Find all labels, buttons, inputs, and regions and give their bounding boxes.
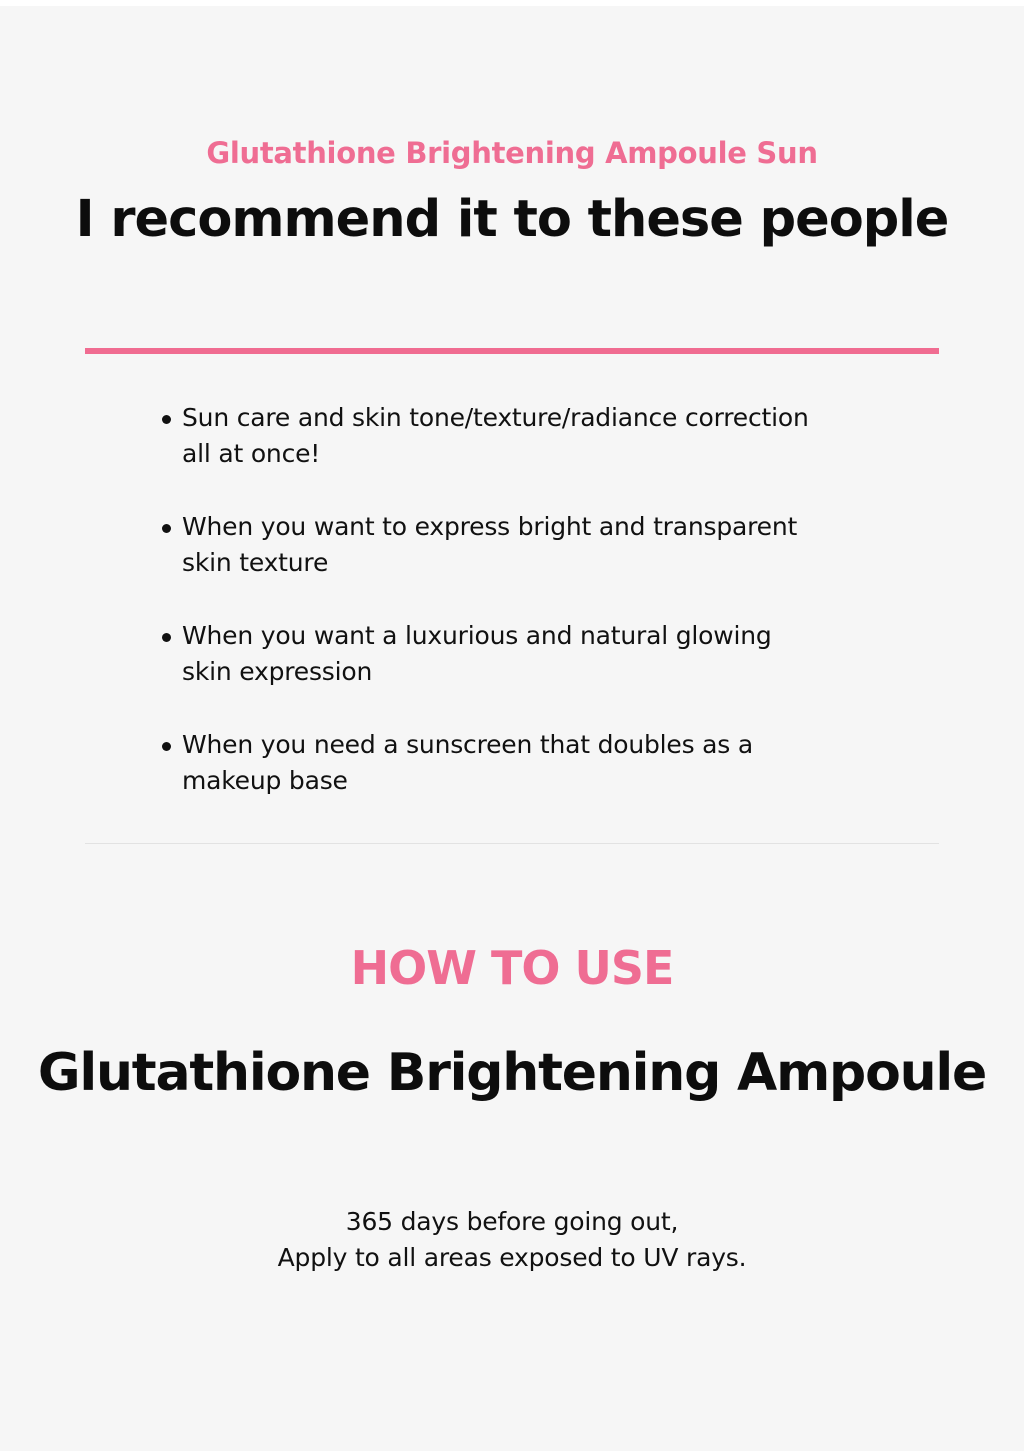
list-item-line: all at once! bbox=[182, 439, 321, 468]
how-to-use-label: HOW TO USE bbox=[350, 941, 674, 995]
list-item bbox=[158, 509, 918, 581]
bullet-dot-icon bbox=[162, 415, 171, 424]
top-edge-strip bbox=[0, 0, 1024, 6]
usage-instructions bbox=[0, 1204, 1024, 1276]
list-item-line: skin expression bbox=[182, 657, 373, 686]
product-subtitle: Glutathione Brightening Ampoule Sun bbox=[206, 136, 818, 170]
list-item-line: Sun care and skin tone/texture/radiance correction bbox=[182, 403, 809, 432]
accent-divider bbox=[85, 348, 939, 354]
section-divider bbox=[85, 843, 939, 844]
instruction-line: Apply to all areas exposed to UV rays. bbox=[277, 1243, 747, 1272]
list-item bbox=[158, 400, 918, 472]
list-item-line: When you need a sunscreen that doubles as a bbox=[182, 730, 753, 759]
list-item bbox=[158, 727, 918, 799]
bullet-dot-icon bbox=[162, 742, 171, 751]
list-item bbox=[158, 618, 918, 690]
bullet-dot-icon bbox=[162, 524, 171, 533]
recommend-heading: I recommend it to these people bbox=[75, 190, 949, 249]
bullet-dot-icon bbox=[162, 633, 171, 642]
list-item-line: skin texture bbox=[182, 548, 329, 577]
product-name-heading: Glutathione Brightening Ampoule bbox=[37, 1043, 987, 1103]
recommendation-list bbox=[158, 400, 918, 836]
list-item-line: makeup base bbox=[182, 766, 348, 795]
list-item-line: When you want a luxurious and natural glowing bbox=[182, 621, 772, 650]
list-item-line: When you want to express bright and transparent bbox=[182, 512, 798, 541]
instruction-line: 365 days before going out, bbox=[345, 1207, 679, 1236]
